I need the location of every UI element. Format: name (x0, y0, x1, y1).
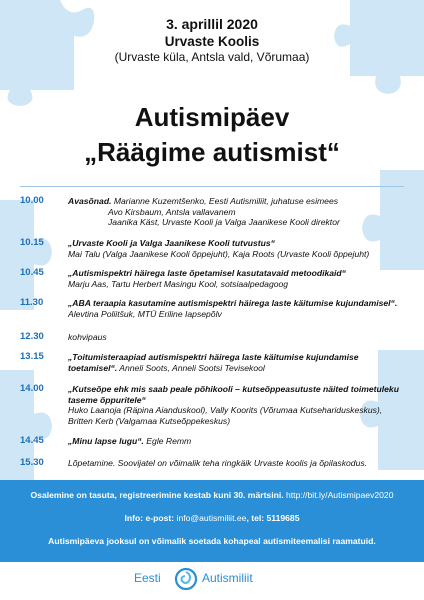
event-venue: Urvaste Koolis (164, 34, 260, 49)
schedule-description (68, 238, 410, 259)
schedule-heading: „ABA teraapia kasutamine autismispektri häirega laste käitumise kujundamisel“. (68, 298, 398, 308)
schedule-time: 13.15 (20, 351, 44, 362)
schedule-speaker: Britten Kerb (Valgamaa Kutseõppekeskus) (68, 415, 231, 426)
schedule-description (68, 298, 410, 319)
schedule-speaker: Avo Kirsbaum, Antsla vallavanem (108, 206, 236, 217)
footer-info (0, 480, 424, 562)
event-title: Autismipäev (134, 102, 290, 132)
schedule-description (68, 458, 410, 469)
puzzle-piece-mid-left-icon (0, 200, 54, 310)
schedule-description (68, 332, 410, 343)
schedule-time: 11.30 (20, 297, 44, 308)
schedule-speaker: Egle Remm (143, 436, 192, 446)
contact-phone: 5119685 (266, 513, 300, 523)
schedule-speaker: Alevtina Poliitšuk, MTÜ Eriline Iapsepõlv (68, 308, 222, 319)
registration-link[interactable]: http://bit.ly/Autismipaev2020 (286, 490, 394, 500)
divider-top (20, 186, 404, 187)
schedule-time: 14.00 (20, 383, 44, 394)
schedule-heading: „Toitumisteraapiad autismispektri häirega laste käitumise kujundamise toetamisel“. (68, 352, 359, 373)
event-address: (Urvaste küla, Antsla vald, Võrumaa) (114, 50, 310, 64)
tel-label: , tel: (246, 513, 265, 523)
logo-swirl-icon (174, 567, 198, 591)
contact-line (0, 513, 424, 523)
schedule-description (68, 436, 410, 447)
eesti-autismiliit-logo (134, 566, 294, 594)
schedule-time: 10.15 (20, 237, 44, 248)
schedule-speaker: Marianne Kuzemtšenko, Eesti Autismiliit, juhatuse esimees (111, 196, 339, 206)
schedule-heading: „Urvaste Kooli ja Valga Jaanikese Kooli tutvustus“ (68, 238, 275, 248)
schedule-speaker: Mai Talu (Valga Jaanikese Kooli õppejuht), Kaja Roots (Urvaste Kooli õppejuht) (68, 248, 370, 259)
schedule-time: 15.30 (20, 457, 44, 468)
contact-email[interactable]: info@autismiliit.ee (176, 513, 247, 523)
schedule-heading: Avasõnad. (68, 196, 112, 206)
schedule-time: 12.30 (20, 331, 44, 342)
registration-line (0, 490, 424, 500)
schedule-speaker: Jaanika Käst, Urvaste Kooli ja Valga Jaanikese Kooli direktor (108, 217, 340, 227)
schedule-heading: „Autismispektri häirega laste õpetamisel kasutatavaid metoodikaid“ (68, 268, 346, 278)
schedule-speaker: Huko Laanoja (Räpina Aianduskool), Vally Koorits (Võrumaa Kutsehariduskeskus), (68, 405, 383, 415)
schedule-speaker: Anneli Soots, Anneli Sootsi Tevisekool (117, 362, 265, 373)
event-date: 3. aprillil 2020 (166, 16, 258, 32)
schedule-description (68, 196, 410, 228)
schedule-note: Lõpetamine. Soovijatel on võimalik teha ringkäik Urvaste koolis ja õpilaskodus. (68, 458, 368, 468)
schedule-time: 14.45 (20, 435, 44, 446)
event-subtitle: „Räägime autismist“ (84, 137, 340, 167)
schedule-heading: „Minu lapse lugu“. (68, 436, 144, 446)
logo-word-eesti: Eesti (134, 571, 161, 585)
schedule-time: 10.00 (20, 195, 44, 206)
registration-text: Osalemine on tasuta, registreerimine kestab kuni 30. märtsini. (30, 490, 284, 500)
schedule-description (68, 384, 410, 426)
schedule-description (68, 352, 410, 373)
schedule-speaker: Marju Aas, Tartu Herbert Masingu Kool, sotsiaalpedagoog (68, 278, 289, 289)
bookfair-note: Autismipäeva jooksul on võimalik soetada kohapeal autismiteemalisi raamatuid. (48, 536, 376, 546)
schedule-note: kohvipaus (68, 332, 107, 342)
schedule-heading: „Kutseõpe ehk mis saab peale põhikooli – kutseõppeasutuste näited toimetuleku taseme õppuritele“ (68, 384, 399, 405)
info-label: Info: e-post: (124, 513, 175, 523)
schedule-time: 10.45 (20, 267, 44, 278)
event-header (0, 14, 424, 64)
logo-word-autismiliit: Autismiliit (202, 571, 253, 585)
schedule-description (68, 268, 410, 289)
